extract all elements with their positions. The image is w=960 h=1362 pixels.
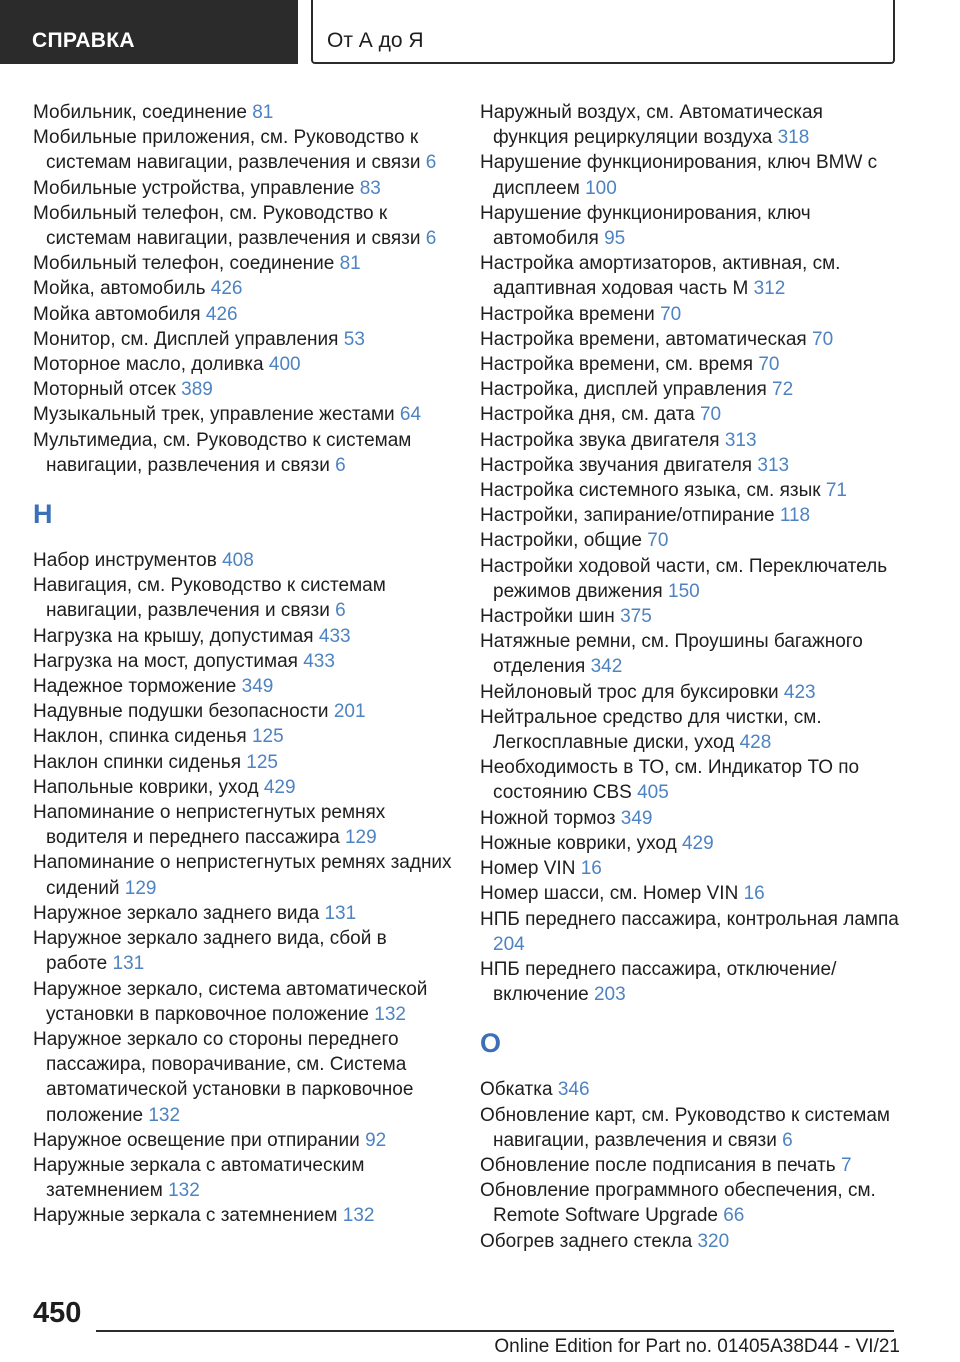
index-page-link[interactable]: 201 <box>333 701 366 723</box>
index-entry <box>480 453 900 478</box>
index-entry <box>33 402 453 427</box>
index-entry <box>480 1103 900 1153</box>
index-entry <box>480 1229 900 1254</box>
index-page-link[interactable]: 318 <box>777 127 810 149</box>
index-entry <box>480 352 900 377</box>
index-entry-text: Настройки ходовой части, см. Переключатель режимов движения <box>480 555 888 602</box>
index-entry-text: Обновление после подписания в печать <box>480 1154 841 1176</box>
index-page-link[interactable]: 131 <box>112 953 145 975</box>
index-entry <box>480 881 900 906</box>
index-entry-text: Настройка дня, см. дата <box>480 404 700 426</box>
index-entry-text: Наружное зеркало, система автоматической установки в парковочное положение <box>33 978 428 1025</box>
index-page-link[interactable]: 405 <box>637 782 669 804</box>
index-entry <box>33 201 453 251</box>
index-entry-text: Напоминание о непристегнутых ремнях задних сидений <box>33 852 452 899</box>
index-page-link[interactable]: 131 <box>324 902 357 924</box>
index-page-link[interactable]: 100 <box>585 177 617 199</box>
index-page-link[interactable]: 6 <box>782 1129 793 1151</box>
index-page-link[interactable]: 16 <box>580 858 602 880</box>
index-page-link[interactable]: 16 <box>743 883 765 905</box>
index-entry <box>480 680 900 705</box>
index-letter-heading: Н <box>33 499 53 530</box>
index-entry-text: Настройка, дисплей управления <box>480 379 773 401</box>
index-entry-text: Надежное торможение <box>33 676 242 698</box>
index-page-link[interactable]: 71 <box>825 480 847 502</box>
index-entry-text: Надувные подушки безопасности <box>33 701 334 723</box>
index-page-link[interactable]: 313 <box>724 429 757 451</box>
index-entry-text: Мобильные приложения, см. Руководство к системам навигации, развлечения и связи <box>33 127 426 174</box>
index-entry <box>33 377 453 402</box>
index-entry-text: Монитор, см. Дисплей управления <box>33 328 344 350</box>
index-page-link[interactable]: 125 <box>251 726 284 748</box>
index-entry <box>33 926 453 976</box>
index-entry <box>480 201 900 251</box>
index-entry-text: Настройки шин <box>480 606 621 628</box>
index-entry <box>480 100 900 150</box>
index-page-link[interactable]: 342 <box>590 656 623 678</box>
index-entry-text: Необходимость в ТО, см. Индикатор ТО по состоянию CBS <box>480 757 860 804</box>
index-page-link[interactable]: 129 <box>124 877 157 899</box>
index-entry-text: Ножные коврики, уход <box>480 832 682 854</box>
index-page-link[interactable]: 320 <box>697 1230 730 1252</box>
index-entry-text: Мобильник, соединение <box>33 102 253 123</box>
index-entry <box>480 302 900 327</box>
index-entry <box>480 251 900 301</box>
index-page-link[interactable]: 95 <box>604 228 626 250</box>
index-page-link[interactable]: 428 <box>739 732 772 754</box>
index-entry-text: Наклон, спинка сиденья <box>33 726 252 748</box>
index-entry-text: Напольные коврики, уход <box>33 776 264 798</box>
index-entry-text: Настройка системного языка, см. язык <box>480 480 826 502</box>
index-entry-text: Настройка звучания двигателя <box>480 454 758 476</box>
index-entry-text: Обкатка <box>480 1079 558 1101</box>
index-entry <box>33 674 453 699</box>
index-entry-text: Ножной тормоз <box>480 807 621 829</box>
index-entry <box>33 901 453 926</box>
index-page-link[interactable]: 70 <box>660 303 682 325</box>
index-entry <box>33 850 453 900</box>
index-entry <box>33 800 453 850</box>
index-entry <box>480 629 900 679</box>
index-page-link[interactable]: 429 <box>681 832 714 854</box>
index-entry-text: НПБ переднего пассажира, отключение/включение <box>480 958 837 1006</box>
index-entry-text: Номер VIN <box>480 858 581 880</box>
index-page-link[interactable]: 375 <box>620 606 652 628</box>
index-entry <box>480 377 900 402</box>
index-page-link[interactable]: 6 <box>335 600 346 622</box>
index-entry-text: Наружные зеркала с автоматическим затемнением <box>33 1154 365 1202</box>
index-entry-text: Нагрузка на мост, допустимая <box>33 650 304 672</box>
index-entry <box>480 503 900 528</box>
index-page-link[interactable]: 346 <box>557 1079 590 1101</box>
index-page-link[interactable]: 312 <box>753 278 786 300</box>
index-entry-text: Наружные зеркала с затемнением <box>33 1205 343 1227</box>
index-entry-text: Наружное освещение при отпирании <box>33 1129 366 1151</box>
index-entry-text: Наружное зеркало со стороны переднего пассажира, поворачивание, см. Система автоматической установки в парковочное положение <box>33 1028 414 1126</box>
index-page-link[interactable]: 70 <box>758 354 780 376</box>
index-page-link[interactable]: 150 <box>668 580 700 602</box>
index-page-link[interactable]: 118 <box>779 505 811 527</box>
index-entry-text: Моторный отсек <box>33 379 182 401</box>
index-entry-text: Мобильный телефон, соединение <box>33 253 340 275</box>
index-entry-text: Наклон спинки сиденья <box>33 751 247 773</box>
index-entry-text: Наружное зеркало заднего вида, сбой в работе <box>33 928 387 975</box>
index-entry <box>480 478 900 503</box>
index-entry <box>33 1153 453 1203</box>
index-entry <box>33 352 453 377</box>
footer-edition: Online Edition for Part no. 01405A38D44 - VI/21 <box>494 1336 900 1357</box>
index-entry <box>33 302 453 327</box>
index-entry <box>480 528 900 553</box>
index-entry-text: Настройка амортизаторов, активная, см. адаптивная ходовая часть M <box>480 253 841 300</box>
index-entry <box>33 176 453 201</box>
index-entry-text: Настройки, общие <box>480 530 648 552</box>
page-number: 450 <box>33 1297 82 1329</box>
index-entry <box>33 750 453 775</box>
index-entry <box>480 428 900 453</box>
index-page-link[interactable]: 6 <box>425 228 437 250</box>
index-entry-text: Настройка времени <box>480 303 661 325</box>
index-entry-text: Навигация, см. Руководство к системам навигации, развлечения и связи <box>33 575 386 622</box>
index-entry <box>33 251 453 276</box>
index-page-link[interactable]: 70 <box>699 404 722 426</box>
index-entry <box>480 150 900 200</box>
index-page-link[interactable]: 129 <box>344 827 377 849</box>
index-entry <box>33 1203 453 1228</box>
index-entry <box>33 548 453 573</box>
index-entry <box>480 705 900 755</box>
index-entry <box>33 1027 453 1128</box>
index-entry <box>33 276 453 301</box>
index-page-link[interactable]: 72 <box>772 379 794 401</box>
index-entry-text: Мобильные устройства, управление <box>33 177 360 199</box>
index-entry-text: Натяжные ремни, см. Проушины багажного отделения <box>480 631 863 678</box>
subsection-title: От А до Я <box>327 29 424 52</box>
index-entry-text: Нарушение функционирования, ключ BMW с дисплеем <box>480 152 878 199</box>
index-entry <box>480 957 900 1007</box>
index-entry-text: Настройка времени, см. время <box>480 354 759 376</box>
index-entry <box>480 1153 900 1178</box>
index-entry-text: Мобильный телефон, см. Руководство к системам навигации, развлечения и связи <box>33 202 426 250</box>
index-page-link[interactable]: 83 <box>359 177 381 199</box>
index-letter-heading: О <box>480 1028 502 1059</box>
index-entry <box>480 1077 900 1102</box>
index-page-link[interactable]: 349 <box>620 807 653 829</box>
index-page-link[interactable]: 423 <box>783 681 816 703</box>
index-entry <box>33 573 453 623</box>
index-entry-text: Мультимедиа, см. Руководство к системам навигации, развлечения и связи <box>33 429 412 476</box>
index-entry <box>480 806 900 831</box>
index-entry <box>33 775 453 800</box>
index-entry <box>480 907 900 957</box>
index-page-link[interactable]: 132 <box>148 1104 181 1126</box>
index-page-link[interactable]: 6 <box>335 454 346 476</box>
index-page-link[interactable]: 400 <box>268 354 301 376</box>
index-page-link[interactable]: 389 <box>181 379 213 401</box>
index-entry-text: Нейлоновый трос для буксировки <box>480 681 784 703</box>
index-page-link[interactable]: 408 <box>222 550 254 572</box>
index-page-link[interactable]: 132 <box>342 1205 375 1227</box>
index-entry-text: Обновление карт, см. Руководство к системам навигации, развлечения и связи <box>480 1104 890 1151</box>
index-entry <box>480 755 900 805</box>
index-entry-text: Настройка звука двигателя <box>480 429 725 451</box>
index-entry <box>33 327 453 352</box>
index-entry <box>480 327 900 352</box>
index-entry <box>33 100 453 125</box>
index-entry-text: Настройки, запирание/отпирание <box>480 505 780 527</box>
index-page-link[interactable]: 70 <box>647 530 669 552</box>
index-entry-text: Моторное масло, доливка <box>33 354 269 376</box>
index-entry <box>33 977 453 1027</box>
index-page-link[interactable]: 429 <box>263 776 296 798</box>
index-entry <box>480 831 900 856</box>
index-entry-text: Мойка автомобиля <box>33 303 206 325</box>
index-entry-text: Нагрузка на крышу, допустимая <box>33 625 319 647</box>
index-page-link[interactable]: 433 <box>318 625 351 647</box>
index-page-link[interactable]: 81 <box>339 253 361 275</box>
subsection-tab <box>311 0 895 64</box>
index-page-link[interactable]: 92 <box>365 1129 387 1151</box>
index-entry <box>33 699 453 724</box>
index-entry-text: Набор инструментов <box>33 550 223 572</box>
index-entry <box>33 125 453 175</box>
index-entry-text: Наружное зеркало заднего вида <box>33 902 325 924</box>
index-entry <box>33 724 453 749</box>
footer-divider <box>96 1330 894 1332</box>
index-entry-text: НПБ переднего пассажира, контрольная лампа <box>480 908 899 930</box>
index-entry-text: Настройка времени, автоматическая <box>480 328 812 350</box>
index-page-link[interactable]: 203 <box>593 984 626 1006</box>
index-page-link[interactable]: 66 <box>723 1205 745 1227</box>
index-page-link[interactable]: 7 <box>840 1154 852 1176</box>
index-entry <box>480 856 900 881</box>
index-page-link[interactable]: 426 <box>210 278 243 300</box>
index-entry <box>480 554 900 604</box>
section-title: СПРАВКА <box>32 29 135 52</box>
index-page-link[interactable]: 132 <box>374 1003 406 1025</box>
index-entry-text: Наружный воздух, см. Автоматическая функция рециркуляции воздуха <box>480 102 823 149</box>
index-column-left <box>33 100 453 1229</box>
index-entry-text: Номер шасси, см. Номер VIN <box>480 883 744 905</box>
index-entry-text: Нарушение функционирования, ключ автомобиля <box>480 202 811 250</box>
index-page-link[interactable]: 6 <box>425 152 437 174</box>
index-entry-text: Напоминание о непристегнутых ремнях водителя и переднего пассажира <box>33 802 386 849</box>
index-entry-text: Обновление программного обеспечения, см. Remote Software Upgrade <box>480 1180 876 1227</box>
index-entry <box>480 1178 900 1228</box>
index-column-right <box>480 100 900 1254</box>
index-page-link[interactable]: 132 <box>168 1180 200 1202</box>
index-entry-text: Обогрев заднего стекла <box>480 1230 698 1252</box>
index-page-link[interactable]: 53 <box>343 328 365 350</box>
index-page-link[interactable]: 433 <box>303 650 335 672</box>
index-page-link[interactable]: 64 <box>399 404 422 426</box>
index-entry <box>480 402 900 427</box>
index-page-link[interactable]: 426 <box>205 303 238 325</box>
index-entry-text: Нейтральное средство для чистки, см. Легкосплавные диски, уход <box>480 706 822 754</box>
index-entry <box>33 624 453 649</box>
index-page-link[interactable]: 125 <box>246 751 278 773</box>
index-entry <box>33 649 453 674</box>
index-page-link[interactable]: 204 <box>493 933 525 955</box>
index-page-link[interactable]: 70 <box>812 328 834 350</box>
index-page-link[interactable]: 313 <box>757 454 790 476</box>
index-entry <box>480 604 900 629</box>
index-entry-text: Мойка, автомобиль <box>33 278 211 300</box>
index-entry <box>33 428 453 478</box>
index-entry <box>33 1128 453 1153</box>
index-page-link[interactable]: 349 <box>241 676 274 698</box>
index-entry-text: Музыкальный трек, управление жестами <box>33 404 400 426</box>
index-page-link[interactable]: 81 <box>252 102 274 123</box>
section-tab <box>0 0 298 64</box>
